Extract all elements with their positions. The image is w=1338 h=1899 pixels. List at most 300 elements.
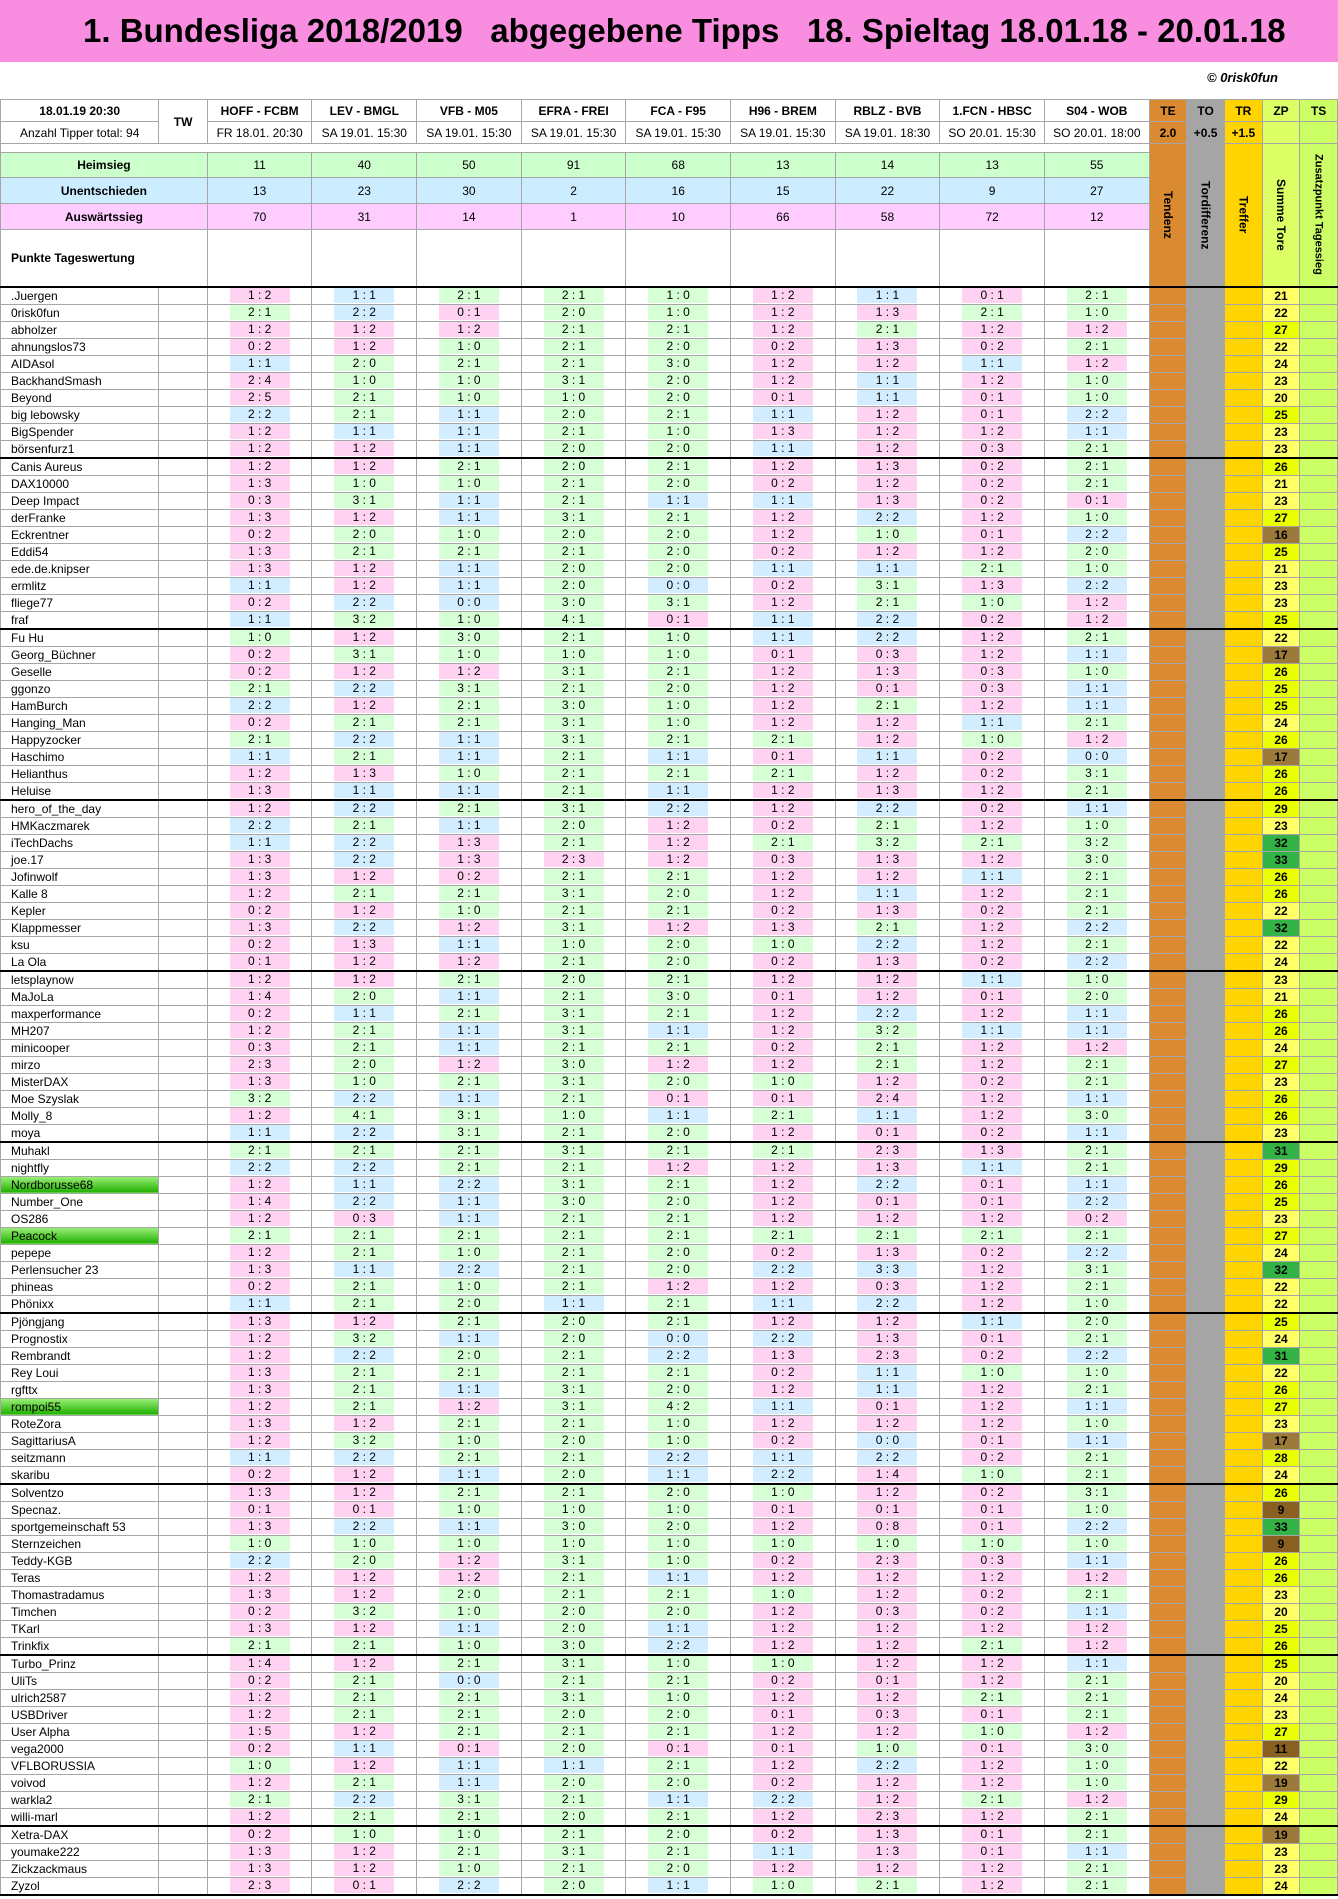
player-row (1, 1774, 1338, 1791)
tip-value: 2 : 1 (439, 1656, 499, 1671)
tip-cell (312, 526, 417, 543)
tip-value: 2 : 1 (544, 1125, 604, 1140)
tw-cell (159, 1039, 207, 1056)
tip-value: 2 : 2 (230, 407, 290, 422)
player-name: ggonzo (1, 680, 159, 697)
tip-value: 1 : 2 (857, 1861, 917, 1876)
player-name: Number_One (1, 1193, 159, 1210)
tip-value: 1 : 2 (857, 1638, 917, 1653)
tip-value: 1 : 0 (439, 647, 499, 662)
tip-cell (940, 321, 1045, 338)
tip-cell (626, 936, 731, 953)
tip-cell (1044, 1655, 1149, 1673)
tip-value: 1 : 1 (753, 1399, 813, 1414)
te-cell (1149, 577, 1187, 594)
tip-value: 0 : 2 (753, 954, 813, 969)
tr-cell (1224, 834, 1262, 851)
tip-cell (312, 577, 417, 594)
tw-cell (159, 1655, 207, 1673)
ts-cell (1300, 663, 1338, 680)
tip-value: 2 : 0 (1067, 544, 1127, 559)
tip-value: 2 : 1 (1067, 1450, 1127, 1465)
tip-value: 1 : 0 (1067, 1758, 1127, 1773)
tip-cell (1044, 1501, 1149, 1518)
tip-value: 2 : 1 (857, 818, 917, 833)
tw-cell (159, 560, 207, 577)
tip-cell (1044, 611, 1149, 629)
tip-cell (207, 594, 312, 611)
tip-value: 0 : 1 (962, 1519, 1022, 1534)
goal-sum: 19 (1262, 1774, 1300, 1791)
tip-value: 3 : 1 (544, 1656, 604, 1671)
player-name: youmake222 (1, 1843, 159, 1860)
tip-value: 1 : 0 (1067, 510, 1127, 525)
tip-value: 3 : 0 (544, 1519, 604, 1534)
tip-cell (626, 1808, 731, 1826)
tip-cell (312, 748, 417, 765)
tip-cell (207, 1056, 312, 1073)
tip-value: 1 : 1 (230, 1296, 290, 1311)
tip-cell (417, 1073, 522, 1090)
tip-value: 1 : 1 (1067, 1844, 1127, 1859)
tip-cell (626, 1347, 731, 1364)
tip-value: 1 : 0 (334, 1827, 394, 1842)
tip-value: 1 : 2 (334, 1861, 394, 1876)
tip-cell (835, 1620, 940, 1637)
tip-cell (1044, 1022, 1149, 1039)
tip-value: 2 : 1 (1067, 715, 1127, 730)
tip-cell (312, 1449, 417, 1466)
tip-cell (731, 1586, 836, 1603)
tip-value: 2 : 1 (439, 972, 499, 987)
te-cell (1149, 817, 1187, 834)
tip-cell (312, 971, 417, 989)
tip-value: 1 : 0 (1067, 1416, 1127, 1431)
te-cell (1149, 902, 1187, 919)
tip-cell (626, 714, 731, 731)
tip-cell (731, 1449, 836, 1466)
tip-value: 2 : 1 (439, 1074, 499, 1089)
tip-cell (521, 953, 626, 971)
player-name: Helianthus (1, 765, 159, 782)
player-name: minicooper (1, 1039, 159, 1056)
tip-value: 2 : 1 (230, 1228, 290, 1243)
tip-value: 1 : 1 (439, 407, 499, 422)
tip-value: 0 : 0 (857, 1433, 917, 1448)
tip-value: 2 : 1 (544, 424, 604, 439)
tw-cell (159, 697, 207, 714)
tip-value: 1 : 1 (230, 835, 290, 850)
tip-value: 1 : 2 (230, 1348, 290, 1363)
tip-value: 0 : 1 (962, 1331, 1022, 1346)
tip-value: 1 : 2 (334, 972, 394, 987)
tip-cell (940, 389, 1045, 406)
tip-cell (207, 971, 312, 989)
tip-value: 1 : 2 (857, 972, 917, 987)
tip-cell (207, 577, 312, 594)
tw-cell (159, 1826, 207, 1844)
tip-cell (207, 1210, 312, 1227)
tip-cell (417, 953, 522, 971)
tip-value: 2 : 1 (648, 903, 708, 918)
te-cell (1149, 1227, 1187, 1244)
player-row (1, 885, 1338, 902)
ts-cell (1300, 953, 1338, 971)
tip-value: 1 : 2 (753, 1690, 813, 1705)
tip-cell (626, 1227, 731, 1244)
tip-value: 2 : 0 (544, 1707, 604, 1722)
tip-value: 2 : 1 (334, 544, 394, 559)
tip-cell (521, 1381, 626, 1398)
tip-value: 1 : 1 (439, 1211, 499, 1226)
tw-cell (159, 1193, 207, 1210)
tip-value: 2 : 0 (648, 1074, 708, 1089)
goal-sum: 23 (1262, 1586, 1300, 1603)
tip-cell (207, 304, 312, 321)
tip-cell (940, 1176, 1045, 1193)
tip-value: 1 : 3 (857, 852, 917, 867)
player-row (1, 1073, 1338, 1090)
tip-cell (417, 372, 522, 389)
tip-cell (731, 697, 836, 714)
tip-cell (940, 971, 1045, 989)
tip-cell (207, 1740, 312, 1757)
te-cell (1149, 611, 1187, 629)
tip-value: 2 : 1 (544, 1228, 604, 1243)
tip-cell (521, 1159, 626, 1176)
tip-value: 2 : 1 (1067, 1143, 1127, 1158)
tip-value: 1 : 2 (753, 527, 813, 542)
to-cell (1187, 543, 1225, 560)
tip-value: 2 : 1 (334, 749, 394, 764)
tip-cell (521, 1005, 626, 1022)
stat-value: 72 (940, 204, 1045, 230)
player-name: Prognostix (1, 1330, 159, 1347)
goal-sum: 24 (1262, 1244, 1300, 1261)
player-row (1, 1723, 1338, 1740)
tip-value: 2 : 0 (648, 1861, 708, 1876)
tip-cell (1044, 646, 1149, 663)
player-name: voivod (1, 1774, 159, 1791)
tip-value: 2 : 1 (334, 1690, 394, 1705)
tr-cell (1224, 1535, 1262, 1552)
player-name: ede.de.knipser (1, 560, 159, 577)
tip-cell (835, 406, 940, 423)
to-cell (1187, 1176, 1225, 1193)
tr-cell (1224, 988, 1262, 1005)
to-cell (1187, 953, 1225, 971)
tip-value: 2 : 1 (648, 1809, 708, 1824)
tip-cell (835, 697, 940, 714)
player-row (1, 423, 1338, 440)
tip-cell (1044, 1313, 1149, 1331)
tip-value: 1 : 1 (753, 407, 813, 422)
te-cell (1149, 458, 1187, 476)
tip-value: 1 : 3 (857, 493, 917, 508)
goal-sum: 29 (1262, 1791, 1300, 1808)
tip-cell (417, 629, 522, 647)
tip-cell (417, 1655, 522, 1673)
tip-value: 1 : 0 (1067, 1536, 1127, 1551)
player-name: Fu Hu (1, 629, 159, 647)
player-name: DAX10000 (1, 475, 159, 492)
ts-cell (1300, 1176, 1338, 1193)
tip-value: 1 : 0 (230, 630, 290, 645)
tip-value: 1 : 3 (439, 835, 499, 850)
ts-cell (1300, 697, 1338, 714)
tr-cell (1224, 577, 1262, 594)
player-row (1, 1740, 1338, 1757)
tip-cell (940, 304, 1045, 321)
tip-cell (626, 953, 731, 971)
tip-cell (417, 611, 522, 629)
tip-value: 1 : 2 (962, 1382, 1022, 1397)
tip-cell (940, 1860, 1045, 1877)
tip-value: 2 : 1 (544, 493, 604, 508)
tipper-count: Anzahl Tipper total: 94 (1, 122, 159, 144)
tip-cell (731, 1603, 836, 1620)
te-cell (1149, 560, 1187, 577)
tip-cell (940, 1142, 1045, 1160)
player-name: seitzmann (1, 1449, 159, 1466)
tip-value: 2 : 3 (857, 1143, 917, 1158)
tip-cell (312, 304, 417, 321)
ts-cell (1300, 1826, 1338, 1844)
tip-value: 2 : 2 (857, 612, 917, 627)
tip-cell (626, 1124, 731, 1142)
tip-value: 1 : 1 (1067, 1006, 1127, 1021)
tip-value: 1 : 2 (962, 1758, 1022, 1773)
tip-cell (417, 1244, 522, 1261)
tip-value: 1 : 2 (857, 732, 917, 747)
tip-value: 1 : 0 (753, 1074, 813, 1089)
tip-cell (312, 1826, 417, 1844)
tip-cell (1044, 492, 1149, 509)
tip-cell (521, 1330, 626, 1347)
player-row (1, 1364, 1338, 1381)
to-cell (1187, 1193, 1225, 1210)
tip-value: 1 : 2 (857, 1690, 917, 1705)
tip-cell (417, 714, 522, 731)
tip-value: 0 : 2 (230, 527, 290, 542)
tw-cell (159, 492, 207, 509)
tip-cell (1044, 1774, 1149, 1791)
tip-cell (207, 287, 312, 305)
player-row (1, 1791, 1338, 1808)
player-row (1, 526, 1338, 543)
tip-value: 1 : 2 (753, 801, 813, 816)
tip-value: 0 : 2 (753, 1775, 813, 1790)
tip-value: 2 : 1 (439, 1160, 499, 1175)
tip-value: 4 : 1 (334, 1108, 394, 1123)
tip-cell (521, 1449, 626, 1466)
tip-value: 2 : 0 (648, 954, 708, 969)
to-cell (1187, 1655, 1225, 1673)
tip-cell (417, 287, 522, 305)
tip-cell (835, 1569, 940, 1586)
tip-value: 1 : 2 (648, 1279, 708, 1294)
tip-cell (731, 1535, 836, 1552)
tip-cell (207, 1569, 312, 1586)
match-teams: RBLZ - BVB (835, 100, 940, 122)
tip-value: 1 : 0 (648, 1433, 708, 1448)
tip-cell (835, 1330, 940, 1347)
tip-value: 2 : 0 (648, 544, 708, 559)
tip-cell (521, 1791, 626, 1808)
goal-sum: 26 (1262, 1552, 1300, 1569)
tip-cell (521, 1877, 626, 1895)
player-name: joe.17 (1, 851, 159, 868)
tip-cell (940, 714, 1045, 731)
tip-value: 1 : 2 (753, 1861, 813, 1876)
tip-cell (835, 1364, 940, 1381)
goal-sum: 20 (1262, 1672, 1300, 1689)
tip-value: 1 : 0 (544, 1536, 604, 1551)
tip-cell (1044, 936, 1149, 953)
tip-value: 1 : 3 (857, 459, 917, 474)
tw-cell (159, 1672, 207, 1689)
tip-cell (626, 919, 731, 936)
tip-cell (417, 1860, 522, 1877)
tip-value: 1 : 1 (439, 783, 499, 798)
tip-value: 1 : 0 (1067, 818, 1127, 833)
tip-cell (731, 1005, 836, 1022)
tip-cell (835, 1056, 940, 1073)
tip-cell (1044, 543, 1149, 560)
tip-value: 2 : 1 (544, 1279, 604, 1294)
goal-sum: 29 (1262, 800, 1300, 818)
tip-value: 2 : 1 (753, 732, 813, 747)
goal-sum: 23 (1262, 440, 1300, 458)
tw-cell (159, 1415, 207, 1432)
tw-cell (159, 782, 207, 800)
tip-cell (626, 594, 731, 611)
tip-value: 1 : 1 (857, 1365, 917, 1380)
tip-cell (521, 1039, 626, 1056)
player-name: rgfttx (1, 1381, 159, 1398)
tip-cell (1044, 1706, 1149, 1723)
tip-cell (731, 1124, 836, 1142)
tip-value: 2 : 1 (544, 1160, 604, 1175)
tip-value: 2 : 0 (648, 1775, 708, 1790)
tip-value: 1 : 3 (857, 783, 917, 798)
tr-cell (1224, 440, 1262, 458)
tip-cell (312, 1107, 417, 1124)
tip-value: 0 : 1 (857, 1502, 917, 1517)
tip-value: 0 : 2 (962, 903, 1022, 918)
tip-value: 0 : 2 (753, 578, 813, 593)
tip-cell (521, 663, 626, 680)
tip-value: 1 : 2 (230, 1775, 290, 1790)
tip-value: 3 : 1 (544, 1553, 604, 1568)
tr-cell (1224, 1244, 1262, 1261)
player-row (1, 817, 1338, 834)
tip-value: 2 : 2 (334, 852, 394, 867)
goal-sum: 26 (1262, 885, 1300, 902)
tip-cell (417, 782, 522, 800)
tip-cell (312, 1860, 417, 1877)
tip-cell (731, 1313, 836, 1331)
tw-cell (159, 902, 207, 919)
tr-cell (1224, 697, 1262, 714)
stat-value: 31 (312, 204, 417, 230)
tip-cell (731, 1227, 836, 1244)
tip-value: 2 : 3 (857, 1553, 917, 1568)
tip-value: 0 : 2 (962, 749, 1022, 764)
tr-cell (1224, 560, 1262, 577)
tr-cell (1224, 1603, 1262, 1620)
tip-value: 1 : 2 (962, 1570, 1022, 1585)
tip-value: 3 : 1 (544, 801, 604, 816)
tip-cell (521, 731, 626, 748)
tip-cell (835, 988, 940, 1005)
tip-value: 2 : 1 (962, 1690, 1022, 1705)
tip-cell (626, 1552, 731, 1569)
tip-value: 1 : 1 (439, 1775, 499, 1790)
tip-cell (1044, 1740, 1149, 1757)
tip-value: 0 : 1 (962, 1844, 1022, 1859)
tip-value: 1 : 3 (230, 1844, 290, 1859)
player-row (1, 440, 1338, 458)
tip-value: 1 : 0 (857, 1741, 917, 1756)
tip-cell (835, 1518, 940, 1535)
tip-value: 1 : 0 (648, 1502, 708, 1517)
tip-value: 2 : 2 (753, 1331, 813, 1346)
player-row (1, 1313, 1338, 1331)
to-cell (1187, 372, 1225, 389)
tip-cell (1044, 953, 1149, 971)
player-name: User Alpha (1, 1723, 159, 1740)
match-teams: VFB - M05 (417, 100, 522, 122)
tip-cell (417, 646, 522, 663)
tip-value: 1 : 3 (857, 954, 917, 969)
tip-value: 1 : 4 (230, 1194, 290, 1209)
tip-cell (207, 1330, 312, 1347)
tip-value: 2 : 0 (439, 1348, 499, 1363)
tr-cell (1224, 731, 1262, 748)
tip-value: 2 : 1 (439, 801, 499, 816)
tip-value: 2 : 1 (648, 972, 708, 987)
tip-value: 2 : 0 (334, 1057, 394, 1072)
match-teams: HOFF - FCBM (207, 100, 312, 122)
to-cell (1187, 1620, 1225, 1637)
goal-sum: 26 (1262, 782, 1300, 800)
tip-value: 0 : 2 (962, 954, 1022, 969)
goal-sum: 19 (1262, 1826, 1300, 1844)
tip-value: 1 : 2 (230, 1108, 290, 1123)
goal-sum: 32 (1262, 834, 1300, 851)
tr-cell (1224, 1774, 1262, 1791)
tip-value: 1 : 2 (334, 1416, 394, 1431)
ts-cell (1300, 406, 1338, 423)
tip-value: 0 : 1 (962, 1827, 1022, 1842)
tip-value: 2 : 1 (439, 1228, 499, 1243)
tip-cell (312, 988, 417, 1005)
tip-value: 0 : 3 (857, 1604, 917, 1619)
tip-cell (1044, 731, 1149, 748)
tip-cell (835, 355, 940, 372)
tw-cell (159, 355, 207, 372)
tip-cell (521, 782, 626, 800)
tip-cell (835, 543, 940, 560)
tip-cell (417, 988, 522, 1005)
tip-value: 2 : 1 (544, 749, 604, 764)
stat-value: 91 (521, 153, 626, 178)
tip-cell (312, 1005, 417, 1022)
tip-value: 1 : 2 (753, 1125, 813, 1140)
te-cell (1149, 1706, 1187, 1723)
blank-cell (835, 230, 940, 287)
